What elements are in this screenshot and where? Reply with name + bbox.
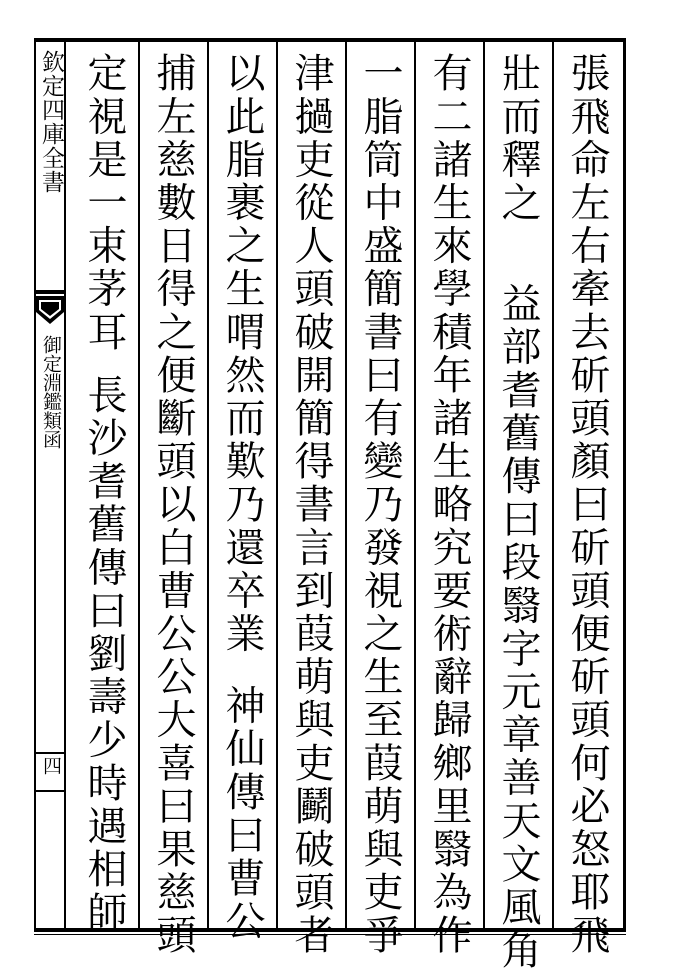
- volume-title: 御定淵鑑類函: [40, 335, 62, 449]
- column-rule: [345, 42, 347, 928]
- text-column-5: [282, 52, 340, 957]
- text-column-2: [489, 52, 547, 972]
- text-column-6: [213, 52, 271, 943]
- column-rule: [138, 42, 140, 928]
- book-title: 欽定四庫全書: [38, 50, 64, 194]
- column-text: 定視是一束茅耳: [81, 52, 127, 354]
- text-column-1: [558, 52, 616, 957]
- column-note: 益部耆舊傳曰段翳字元章善天文風角: [495, 282, 541, 973]
- column-text: 壯而釋之: [495, 52, 541, 225]
- margin-rule-upper: [34, 752, 66, 754]
- column-text: 有二諸生來學積年諸生略究要術辭歸鄉里翳為作: [426, 52, 472, 958]
- column-text: 捕左慈數日得之便斷頭以白曹公公大喜曰果慈頭: [150, 52, 196, 958]
- column-rule: [414, 42, 416, 928]
- column-text: 一脂筒中盛簡書曰有變乃發視之生至葭萌與吏爭: [357, 52, 403, 958]
- column-rule: [276, 42, 278, 928]
- column-note: 神仙傳曰曹公: [219, 684, 265, 944]
- column-note: 長沙耆舊傳曰劉壽少時遇相師: [81, 373, 127, 935]
- text-column-7: [144, 52, 202, 957]
- column-rule: [552, 42, 554, 928]
- column-text: 張飛命左右牽去斫頭顏曰斫頭便斫頭何必怒耶飛: [564, 52, 610, 958]
- column-text: 以此脂裹之生喟然而歎乃還卒業: [219, 52, 265, 656]
- page-number: 四: [40, 756, 62, 775]
- fish-tail-mark-icon: [36, 290, 64, 328]
- column-rule: [483, 42, 485, 928]
- text-column-3: [420, 52, 478, 957]
- margin-rule-lower: [34, 790, 66, 792]
- column-text: 津撾吏從人頭破開簡得書言到葭萌與吏鬬破頭者: [288, 52, 334, 958]
- text-column-8: [75, 52, 133, 934]
- text-column-4: [351, 52, 409, 957]
- column-rule: [207, 42, 209, 928]
